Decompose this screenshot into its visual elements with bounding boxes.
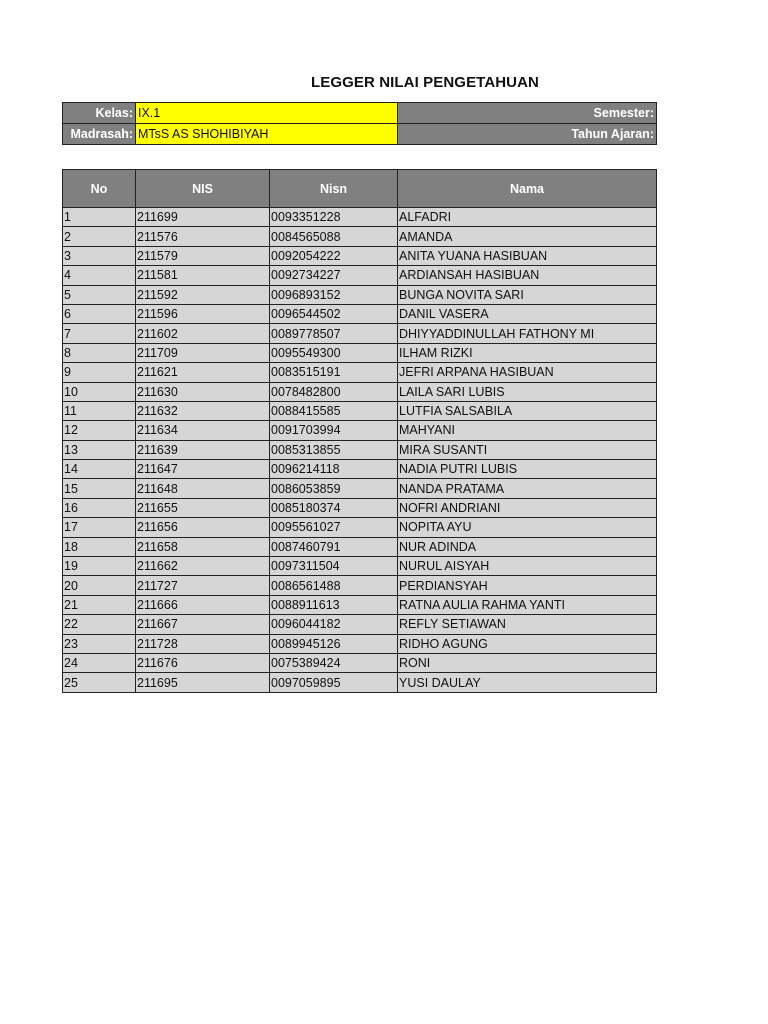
kelas-label: Kelas: [63, 103, 136, 124]
student-table [62, 169, 657, 693]
cell-nis[interactable]: 211634 [136, 421, 270, 440]
table-row [63, 440, 657, 459]
kelas-row [63, 103, 657, 124]
cell-nama[interactable]: NOPITA AYU [398, 518, 657, 537]
cell-nisn[interactable]: 0089778507 [270, 324, 398, 343]
header-nama[interactable]: Nama [398, 170, 657, 208]
cell-no[interactable]: 22 [63, 615, 136, 634]
table-row [63, 285, 657, 304]
cell-nis[interactable]: 211695 [136, 673, 270, 692]
cell-nama[interactable]: NUR ADINDA [398, 537, 657, 556]
table-row [63, 304, 657, 323]
cell-nisn[interactable]: 0088911613 [270, 595, 398, 614]
cell-nama[interactable]: ARDIANSAH HASIBUAN [398, 266, 657, 285]
table-row [63, 401, 657, 420]
cell-no[interactable]: 14 [63, 460, 136, 479]
cell-nis[interactable]: 211632 [136, 401, 270, 420]
cell-nisn[interactable]: 0085180374 [270, 498, 398, 517]
cell-nama[interactable]: MIRA SUSANTI [398, 440, 657, 459]
cell-nama[interactable]: RONI [398, 653, 657, 672]
table-row [63, 246, 657, 265]
cell-no[interactable]: 8 [63, 343, 136, 362]
table-row [63, 576, 657, 595]
cell-nis[interactable]: 211596 [136, 304, 270, 323]
cell-no[interactable]: 7 [63, 324, 136, 343]
cell-nisn[interactable]: 0092734227 [270, 266, 398, 285]
cell-nisn[interactable]: 0075389424 [270, 653, 398, 672]
tahun-ajaran-label: Tahun Ajaran: [398, 124, 657, 145]
cell-no[interactable]: 4 [63, 266, 136, 285]
cell-no[interactable]: 5 [63, 285, 136, 304]
cell-nama[interactable]: AMANDA [398, 227, 657, 246]
cell-nisn[interactable]: 0087460791 [270, 537, 398, 556]
madrasah-label: Madrasah: [63, 124, 136, 145]
cell-nis[interactable]: 211667 [136, 615, 270, 634]
cell-nisn[interactable]: 0088415585 [270, 401, 398, 420]
cell-nisn[interactable]: 0083515191 [270, 363, 398, 382]
table-row [63, 227, 657, 246]
cell-nisn[interactable]: 0084565088 [270, 227, 398, 246]
madrasah-value[interactable]: MTsS AS SHOHIBIYAH [136, 124, 398, 145]
cell-nis[interactable]: 211655 [136, 498, 270, 517]
cell-nis[interactable]: 211699 [136, 208, 270, 227]
cell-nama[interactable]: LUTFIA SALSABILA [398, 401, 657, 420]
cell-nis[interactable]: 211602 [136, 324, 270, 343]
table-row [63, 460, 657, 479]
cell-no[interactable]: 10 [63, 382, 136, 401]
cell-no[interactable]: 24 [63, 653, 136, 672]
cell-nis[interactable]: 211662 [136, 557, 270, 576]
cell-nama[interactable]: PERDIANSYAH [398, 576, 657, 595]
cell-nis[interactable]: 211621 [136, 363, 270, 382]
table-row [63, 595, 657, 614]
cell-nisn[interactable]: 0085313855 [270, 440, 398, 459]
header-nisn[interactable]: Nisn [270, 170, 398, 208]
table-row [63, 537, 657, 556]
cell-nisn[interactable]: 0096893152 [270, 285, 398, 304]
cell-nisn[interactable]: 0096044182 [270, 615, 398, 634]
cell-nis[interactable]: 211579 [136, 246, 270, 265]
cell-nama[interactable]: DANIL VASERA [398, 304, 657, 323]
table-row [63, 421, 657, 440]
table-row [63, 498, 657, 517]
cell-nisn[interactable]: 0093351228 [270, 208, 398, 227]
page-title: LEGGER NILAI PENGETAHUAN [311, 74, 539, 91]
cell-no[interactable]: 9 [63, 363, 136, 382]
cell-nisn[interactable]: 0086053859 [270, 479, 398, 498]
cell-no[interactable]: 13 [63, 440, 136, 459]
table-row [63, 615, 657, 634]
cell-nama[interactable]: ILHAM RIZKI [398, 343, 657, 362]
cell-no[interactable]: 16 [63, 498, 136, 517]
cell-nis[interactable]: 211676 [136, 653, 270, 672]
cell-no[interactable]: 21 [63, 595, 136, 614]
cell-no[interactable]: 11 [63, 401, 136, 420]
table-body [63, 208, 657, 693]
madrasah-row [63, 124, 657, 145]
semester-label: Semester: [398, 103, 657, 124]
cell-nisn[interactable]: 0096544502 [270, 304, 398, 323]
table-row [63, 673, 657, 692]
cell-no[interactable]: 23 [63, 634, 136, 653]
cell-nama[interactable]: LAILA SARI LUBIS [398, 382, 657, 401]
table-row [63, 208, 657, 227]
cell-nis[interactable]: 211576 [136, 227, 270, 246]
kelas-value[interactable]: IX.1 [136, 103, 398, 124]
cell-no[interactable]: 25 [63, 673, 136, 692]
table-row [63, 382, 657, 401]
cell-no[interactable]: 17 [63, 518, 136, 537]
table-row [63, 266, 657, 285]
cell-nama[interactable]: ANITA YUANA HASIBUAN [398, 246, 657, 265]
info-table [62, 102, 657, 145]
cell-no[interactable]: 12 [63, 421, 136, 440]
cell-nis[interactable]: 211630 [136, 382, 270, 401]
cell-no[interactable]: 3 [63, 246, 136, 265]
cell-no[interactable]: 6 [63, 304, 136, 323]
cell-nama[interactable]: NURUL AISYAH [398, 557, 657, 576]
cell-nisn[interactable]: 0092054222 [270, 246, 398, 265]
cell-nisn[interactable]: 0096214118 [270, 460, 398, 479]
cell-nama[interactable]: JEFRI ARPANA HASIBUAN [398, 363, 657, 382]
cell-nis[interactable]: 211658 [136, 537, 270, 556]
cell-no[interactable]: 18 [63, 537, 136, 556]
cell-nama[interactable]: NADIA PUTRI LUBIS [398, 460, 657, 479]
cell-nama[interactable]: NOFRI ANDRIANI [398, 498, 657, 517]
header-nis[interactable]: NIS [136, 170, 270, 208]
cell-nis[interactable]: 211647 [136, 460, 270, 479]
cell-no[interactable]: 1 [63, 208, 136, 227]
cell-nama[interactable]: REFLY SETIAWAN [398, 615, 657, 634]
cell-nisn[interactable]: 0097311504 [270, 557, 398, 576]
cell-nama[interactable]: DHIYYADDINULLAH FATHONY MI [398, 324, 657, 343]
cell-nis[interactable]: 211639 [136, 440, 270, 459]
cell-nama[interactable]: RATNA AULIA RAHMA YANTI [398, 595, 657, 614]
cell-nisn[interactable]: 0089945126 [270, 634, 398, 653]
cell-nama[interactable]: YUSI DAULAY [398, 673, 657, 692]
table-row [63, 557, 657, 576]
table-row [63, 653, 657, 672]
table-row [63, 518, 657, 537]
cell-nis[interactable]: 211666 [136, 595, 270, 614]
cell-no[interactable]: 20 [63, 576, 136, 595]
cell-nama[interactable]: NANDA PRATAMA [398, 479, 657, 498]
cell-no[interactable]: 2 [63, 227, 136, 246]
cell-nis[interactable]: 211648 [136, 479, 270, 498]
table-row [63, 479, 657, 498]
table-row [63, 634, 657, 653]
cell-nisn[interactable]: 0091703994 [270, 421, 398, 440]
cell-nama[interactable]: MAHYANI [398, 421, 657, 440]
cell-nama[interactable]: ALFADRI [398, 208, 657, 227]
cell-nis[interactable]: 211709 [136, 343, 270, 362]
table-row [63, 324, 657, 343]
cell-nis[interactable]: 211728 [136, 634, 270, 653]
cell-nisn[interactable]: 0086561488 [270, 576, 398, 595]
cell-nis[interactable]: 211592 [136, 285, 270, 304]
cell-no[interactable]: 15 [63, 479, 136, 498]
table-row [63, 343, 657, 362]
header-no[interactable]: No [63, 170, 136, 208]
cell-no[interactable]: 19 [63, 557, 136, 576]
cell-nisn[interactable]: 0097059895 [270, 673, 398, 692]
cell-nisn[interactable]: 0095549300 [270, 343, 398, 362]
cell-nis[interactable]: 211727 [136, 576, 270, 595]
cell-nama[interactable]: RIDHO AGUNG [398, 634, 657, 653]
cell-nama[interactable]: BUNGA NOVITA SARI [398, 285, 657, 304]
cell-nis[interactable]: 211581 [136, 266, 270, 285]
cell-nisn[interactable]: 0095561027 [270, 518, 398, 537]
cell-nisn[interactable]: 0078482800 [270, 382, 398, 401]
cell-nis[interactable]: 211656 [136, 518, 270, 537]
table-header-row [63, 170, 657, 208]
table-row [63, 363, 657, 382]
